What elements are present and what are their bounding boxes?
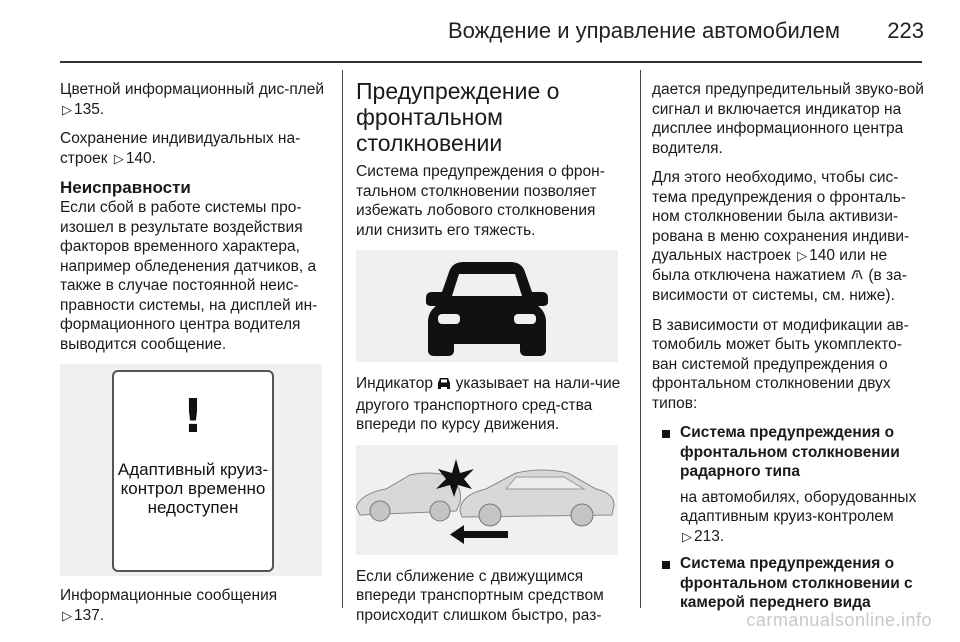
paragraph: В зависимости от модификации ав-томобиль может быть укомплекто-ван системой предупреждения о фронтальном столкновении двух типов: [652, 316, 909, 412]
column-divider [640, 70, 641, 608]
paragraph: Если сближение с движущимся впереди транспортным средством происходит слишком быстро, раз- [356, 567, 604, 624]
page-header [0, 0, 960, 62]
page-number: 223 [887, 18, 924, 43]
column-left [60, 80, 330, 635]
caption-text: Информационные сообщения [60, 587, 278, 604]
header-divider [60, 61, 922, 63]
list-item-title: Система предупреждения о фронтальном столкновении с камерой переднего вида [680, 555, 913, 611]
paragraph-text: 140 или не была отключена нажатием [652, 247, 888, 284]
column-middle [356, 78, 624, 635]
collision-graphic [356, 445, 618, 555]
bullet-square-icon [662, 430, 670, 438]
display-message-box [112, 370, 274, 572]
paragraph-text: Для этого необходимо, чтобы сис-тема предупреждения о фронталь-ном столкновении была активизи-рована в меню сохранения индиви-дуальных настроек [652, 169, 910, 264]
arrow-right-icon: ▷ [62, 607, 72, 623]
paragraph [356, 374, 624, 435]
bullet-square-icon [662, 561, 670, 569]
watermark: carmanualsonline.info [746, 610, 932, 630]
column-divider [342, 70, 343, 608]
paragraph-text: Цветной информационный дис-плей [60, 81, 325, 98]
arrow-right-icon: ▷ [62, 101, 72, 117]
paragraph-text: Сохранение индивидуальных на-строек [60, 130, 301, 167]
arrow-right-icon: ▷ [113, 150, 124, 166]
display-message-text: Адаптивный круиз-контрол временно недоступен [117, 460, 269, 517]
list-item-body [652, 488, 926, 547]
page-reference: 213. [694, 527, 725, 545]
car-indicator-figure [356, 250, 618, 362]
column-right [652, 80, 926, 619]
section-heading: Предупреждение о фронтальном столкновении [356, 78, 560, 156]
car-front-icon [437, 376, 451, 396]
collision-illustration [356, 445, 618, 555]
arrow-right-icon: ▷ [797, 248, 808, 263]
warning-message-figure [60, 364, 322, 576]
list-item [652, 423, 926, 482]
arrow-right-icon: ▷ [682, 528, 692, 544]
paragraph-text: (в за-висимости от системы, см. ниже). [652, 266, 907, 304]
paragraph [652, 168, 926, 306]
paragraph-text: Индикатор [356, 375, 433, 392]
section-heading: Неисправности [60, 178, 191, 197]
paragraph-text: указывает на нали-чие другого транспортного сред-ства впереди по курсу движения. [356, 375, 621, 433]
paragraph: Если сбой в работе системы про-изошел в результате воздействия факторов временного характера, например обледенения датчиков, а также в случае постоянной неис-правности системы, на дисплей ин-формационного центра водителя выводится сообщение. [60, 199, 318, 353]
paragraph: дается предупредительный звуко-вой сигнал и включается индикатор на дисплее информационного центра водителя. [652, 81, 924, 157]
paragraph: Система предупреждения о фрон-тальном столкновении позволяет избежать лобового столкновения или снизить его тяжесть. [356, 163, 605, 239]
paragraph [60, 129, 330, 168]
figure-caption [60, 586, 330, 625]
list-item [652, 554, 926, 613]
page-reference: 140. [125, 149, 156, 167]
paragraph [60, 80, 330, 119]
page-title: Вождение и управление автомобилем [447, 18, 840, 43]
exclamation-icon: ! [182, 389, 204, 443]
paragraph-text: на автомобилях, оборудованных адаптивным круиз-контролем [680, 488, 917, 525]
list-item-title: Система предупреждения о фронтальном столкновении радарного типа [680, 424, 900, 480]
page-reference: 135. [74, 100, 105, 118]
page-reference: 137. [74, 606, 105, 624]
collision-button-icon [850, 267, 864, 287]
car-front-icon [356, 250, 618, 362]
